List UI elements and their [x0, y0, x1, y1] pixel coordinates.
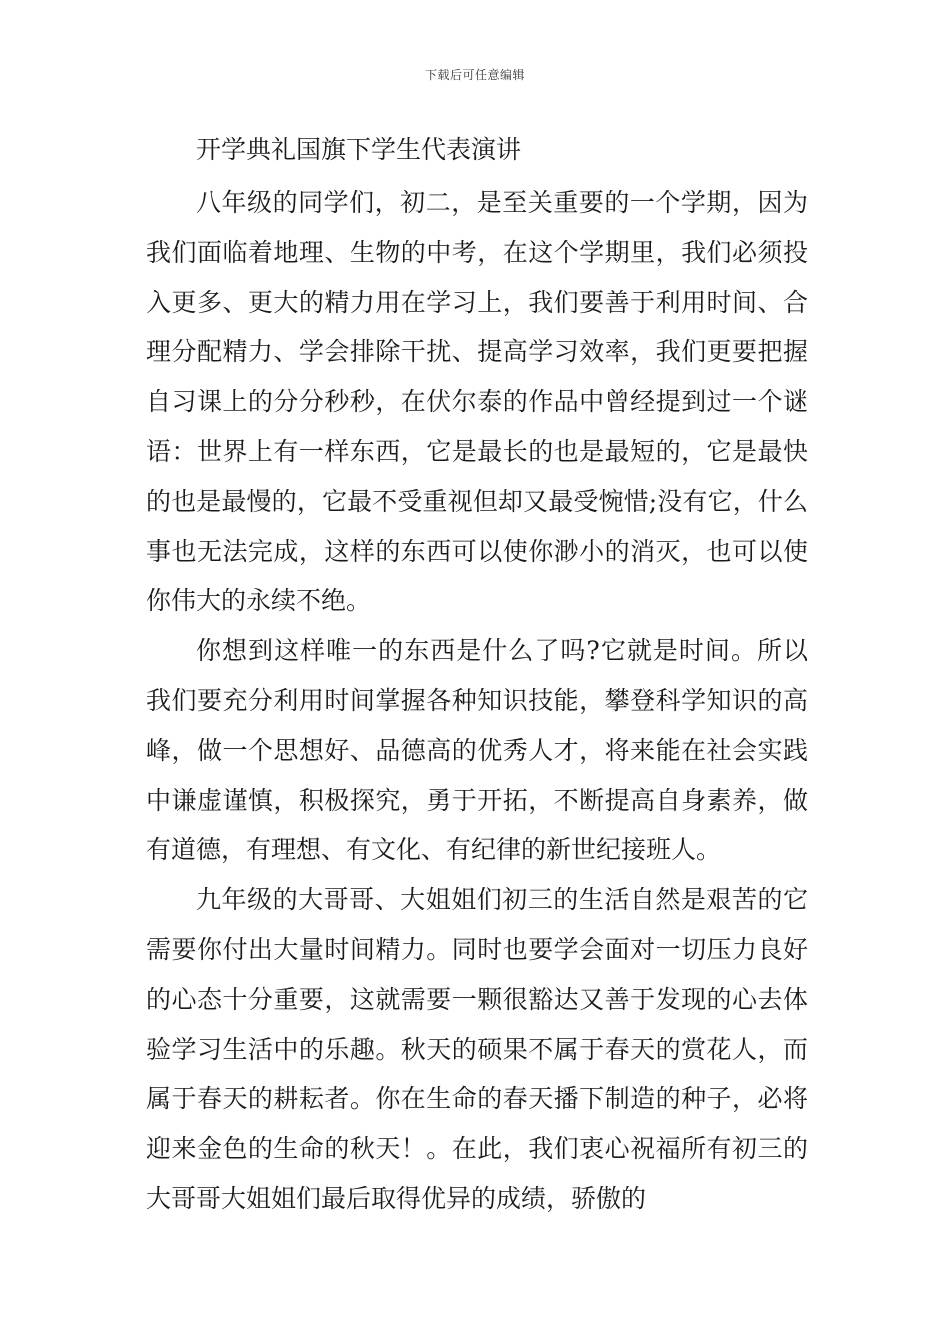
header-note: 下载后可任意编辑 — [424, 68, 525, 82]
page-title: 开学典礼国旗下学生代表演讲 — [196, 135, 522, 164]
paragraph: 九年级的大哥哥、大姐姐们初三的生活自然是艰苦的它需要你付出大量时间精力。同时也要学会面对一切压力良好的心态十分重要，这就需要一颗很豁达又善于发现的心去体验学习生活中的乐趣。秋天的硕果不属于春天的赏花人，而属于春天的耕耘者。你在生命的春天播下制造的种子，必将迎来金色的生命的秋天！。在此，我们衷心祝福所有初三的大哥哥大姐姐们最后取得优异的成绩，骄傲的 — [146, 885, 808, 1213]
document-body — [146, 178, 808, 1224]
paragraph: 八年级的同学们，初二，是至关重要的一个学期，因为我们面临着地理、生物的中考，在这个学期里，我们必须投入更多、更大的精力用在学习上，我们要善于利用时间、合理分配精力、学会排除干扰、提高学习效率，我们更要把握自习课上的分分秒秒，在伏尔泰的作品中曾经提到过一个谜语：世界上有一样东西，它是最长的也是最短的，它是最快的也是最慢的，它最不受重视但却又最受惋惜;没有它，什么事也无法完成，这样的东西可以使你渺小的消灭，也可以使你伟大的永续不绝。 — [146, 188, 808, 616]
paragraph: 你想到这样唯一的东西是什么了吗?它就是时间。所以我们要充分利用时间掌握各种知识技能，攀登科学知识的高峰，做一个思想好、品德高的优秀人才，将来能在社会实践中谦虚谨慎，积极探究，勇于开拓，不断提高自身素养，做有道德，有理想、有文化、有纪律的新世纪接班人。 — [146, 636, 808, 865]
